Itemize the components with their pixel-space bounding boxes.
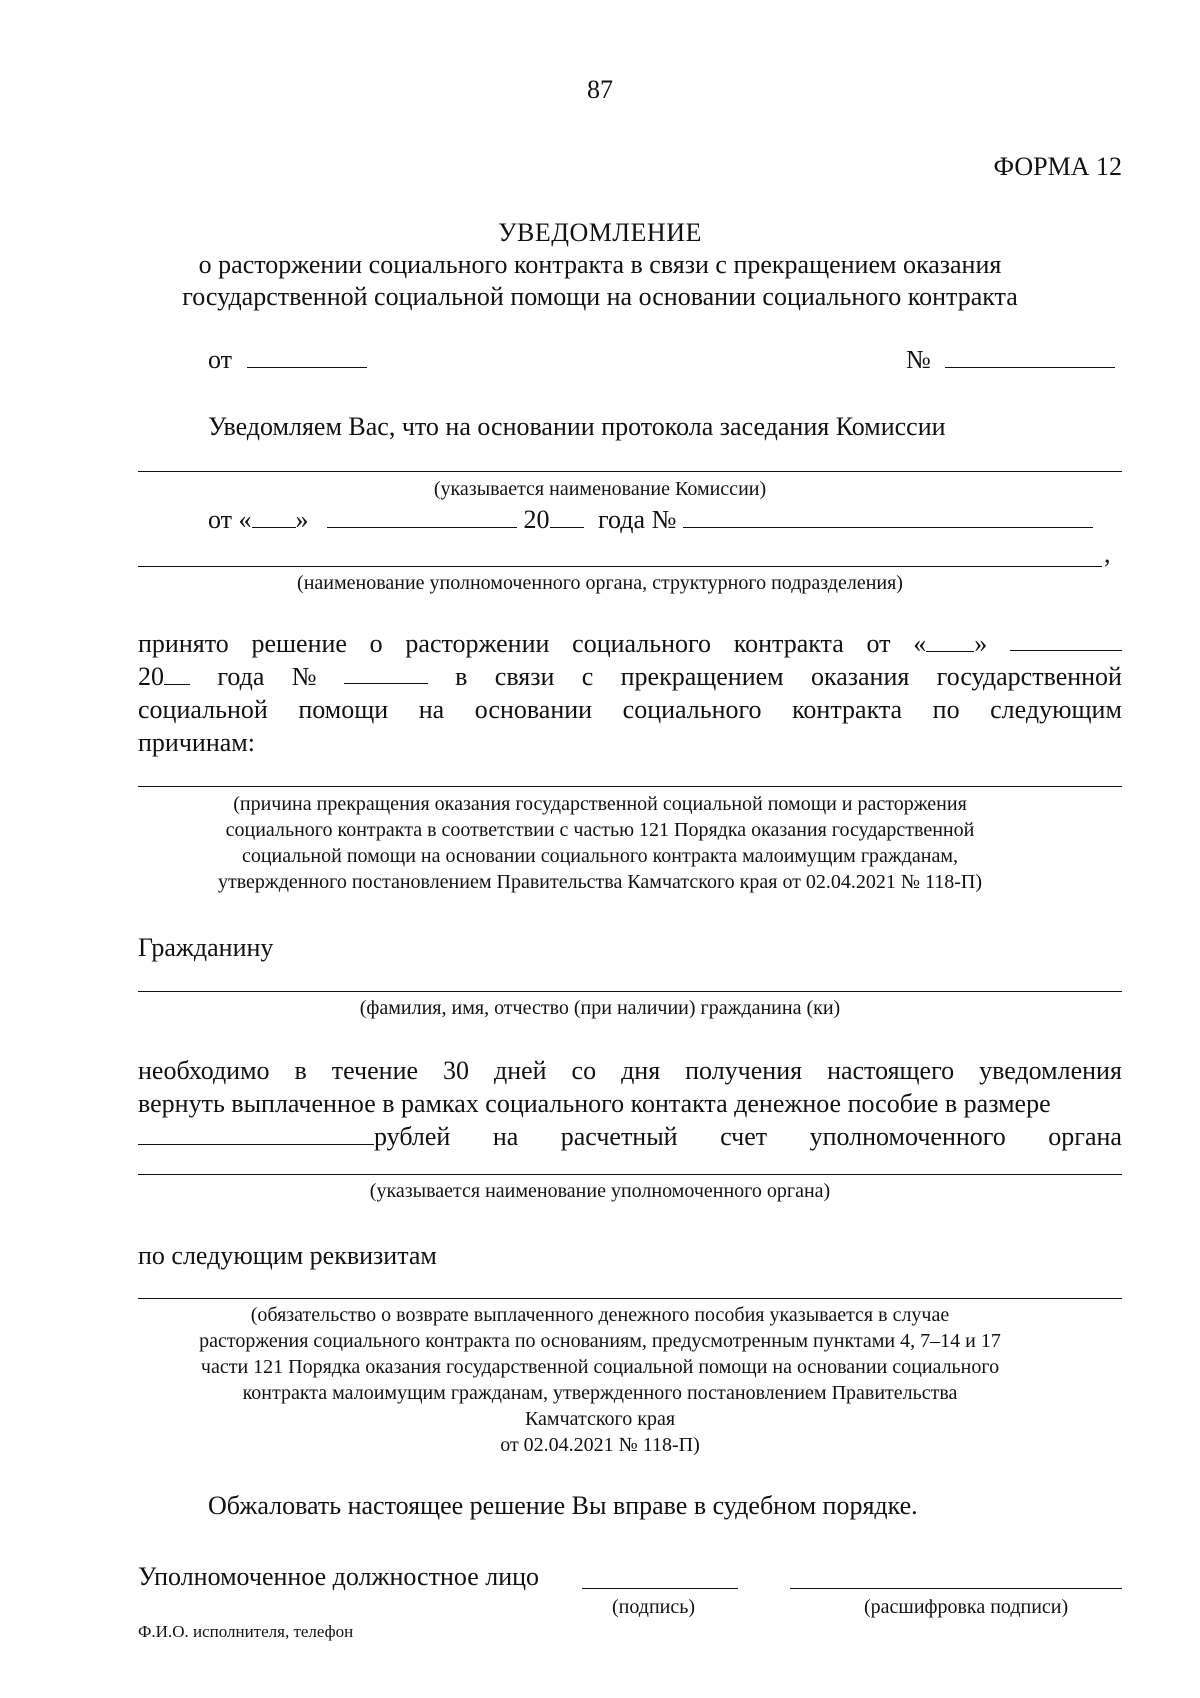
document-subtitle-line1: о расторжении социального контракта в связи с прекращением оказания: [198, 250, 1002, 279]
return-line-1: [138, 1055, 1122, 1087]
decision-line-2: [138, 661, 1122, 693]
decision-year-group: [138, 661, 190, 693]
obligation-hint-line1: (обязательство о возврате выплаченного денежного пособия указывается в случае: [250, 1304, 950, 1326]
word: расчетный: [560, 1122, 678, 1151]
word: в: [294, 1056, 307, 1085]
decision-month-blank[interactable]: [1010, 628, 1122, 651]
word: с: [581, 662, 594, 691]
word: органа: [1048, 1122, 1122, 1151]
word: течение: [331, 1056, 419, 1085]
word: социальной: [138, 695, 268, 724]
from-label: от: [208, 345, 233, 374]
obligation-hint-line6: от 02.04.2021 № 118-П): [500, 1434, 700, 1456]
word: на: [418, 695, 445, 724]
quote-close: »: [974, 629, 988, 658]
reason-blank[interactable]: [138, 786, 1122, 787]
citizen-label: Гражданину: [138, 933, 274, 962]
reason-hint-line4: утвержденного постановлением Правительства Камчатского края от 02.04.2021 № 118-П): [217, 871, 983, 893]
reason-hint-line2: социального контракта в соответствии с частью 121 Порядка оказания государственной: [225, 819, 975, 841]
decision-year-prefix: 20: [138, 662, 164, 691]
word: дней: [493, 1056, 547, 1085]
protocol-number-blank[interactable]: [683, 505, 1093, 528]
protocol-day-blank[interactable]: [252, 505, 296, 528]
executor-label: Ф.И.О. исполнителя, телефон: [138, 1622, 354, 1641]
signature-blank[interactable]: [582, 1588, 738, 1589]
obligation-hint-line4: контракта малоимущим гражданам, утвержденного постановлением Правительства: [242, 1382, 958, 1404]
commission-blank[interactable]: [138, 471, 1122, 472]
decision-line-4: причинам:: [138, 728, 255, 757]
word: принято: [138, 629, 229, 658]
decision-number-blank[interactable]: [344, 661, 428, 684]
date-blank[interactable]: [247, 345, 367, 368]
word: в: [455, 662, 468, 691]
intro-text: Уведомляем Вас, что на основании протокола заседания Комиссии: [208, 412, 946, 441]
protocol-date-row: [208, 504, 1093, 536]
decision-year-blank[interactable]: [164, 662, 190, 685]
word: контракта: [792, 695, 903, 724]
official-label: Уполномоченное должностное лицо: [138, 1562, 540, 1591]
number-field-row: [906, 344, 1115, 376]
word: дня: [621, 1056, 661, 1085]
protocol-date-close: »: [295, 505, 309, 534]
word: социального: [622, 695, 762, 724]
amount-group: [138, 1121, 450, 1153]
word: о: [369, 629, 383, 658]
decision-line-1: [138, 628, 1122, 660]
word: государственной: [936, 662, 1122, 691]
number-sign: №: [906, 345, 931, 374]
decision-day-blank[interactable]: [926, 629, 974, 652]
return-line-2: вернуть выплаченное в рамках социального контакта денежное пособие в размере: [138, 1089, 1051, 1118]
decision-line-3: [138, 694, 1122, 726]
amount-blank[interactable]: [138, 1122, 374, 1145]
word: контракта: [733, 629, 844, 658]
citizen-name-blank[interactable]: [138, 991, 1122, 992]
authority-name-hint: (указывается наименование уполномоченного органа): [369, 1180, 831, 1202]
word: основании: [474, 695, 593, 724]
obligation-hint-line3: части 121 Порядка оказания государственной социальной помощи на основании социального: [200, 1356, 1000, 1378]
word: помощи: [298, 695, 389, 724]
protocol-month-blank[interactable]: [327, 505, 517, 528]
word: от: [866, 629, 891, 658]
requisites-blank[interactable]: [138, 1298, 1122, 1299]
signature-decode-blank[interactable]: [790, 1588, 1122, 1589]
authority-comma: ,: [1104, 539, 1111, 568]
word: настоящего: [827, 1056, 955, 1085]
word: получения: [685, 1056, 803, 1085]
authority-blank[interactable]: [138, 566, 1102, 567]
word: оказания: [810, 662, 910, 691]
word: следующим: [990, 695, 1122, 724]
word: прекращением: [620, 662, 784, 691]
document-subtitle-line2: государственной социальной помощи на основании социального контракта: [182, 282, 1018, 311]
word: связи: [494, 662, 555, 691]
rubles-word: рублей: [374, 1122, 451, 1151]
commission-hint: (указывается наименование Комиссии): [433, 478, 767, 500]
word: на: [492, 1122, 519, 1151]
word: по: [932, 695, 960, 724]
word: социального: [572, 629, 712, 658]
protocol-year-prefix: 20: [523, 505, 550, 534]
authority-hint: (наименование уполномоченного органа, структурного подразделения): [297, 572, 903, 594]
number-sign: №: [291, 662, 317, 691]
word: со: [571, 1056, 597, 1085]
appeal-text: Обжаловать настоящее решение Вы вправе в судебном порядке.: [208, 1491, 918, 1520]
word: года: [217, 662, 265, 691]
word: расторжении: [405, 629, 550, 658]
page-number: 87: [587, 75, 613, 104]
reason-hint-line3: социальной помощи на основании социального контракта малоимущим гражданам,: [241, 845, 959, 867]
form-label: ФОРМА 12: [993, 152, 1122, 181]
word: уполномоченного: [809, 1122, 1006, 1151]
word: счет: [720, 1122, 768, 1151]
signature-hint: (подпись): [612, 1596, 696, 1618]
document-title: УВЕДОМЛЕНИЕ: [498, 218, 702, 247]
word: решение: [251, 629, 347, 658]
return-line-3: [138, 1121, 1122, 1153]
quote-open: «: [913, 629, 927, 658]
word: 30: [443, 1056, 469, 1085]
citizen-hint: (фамилия, имя, отчество (при наличии) гражданина (ки): [359, 997, 841, 1019]
protocol-year-suffix: года №: [598, 505, 677, 534]
protocol-year-blank[interactable]: [550, 505, 584, 528]
requisites-label: по следующим реквизитам: [138, 1241, 437, 1270]
signature-decode-hint: (расшифровка подписи): [864, 1596, 1069, 1618]
word: необходимо: [138, 1056, 270, 1085]
reason-hint-line1: (причина прекращения оказания государственной социальной помощи и расторжения: [233, 793, 967, 815]
obligation-hint-line5: Камчатского края: [524, 1408, 676, 1430]
protocol-date-open: от «: [208, 505, 252, 534]
authority-name-blank[interactable]: [138, 1174, 1122, 1175]
number-blank[interactable]: [945, 345, 1115, 368]
decision-date-group: [913, 628, 987, 660]
date-field-row: [208, 344, 367, 376]
word: уведомления: [979, 1056, 1122, 1085]
obligation-hint-line2: расторжения социального контракта по основаниям, предусмотренным пунктами 4, 7–14 и 17: [199, 1330, 1001, 1352]
